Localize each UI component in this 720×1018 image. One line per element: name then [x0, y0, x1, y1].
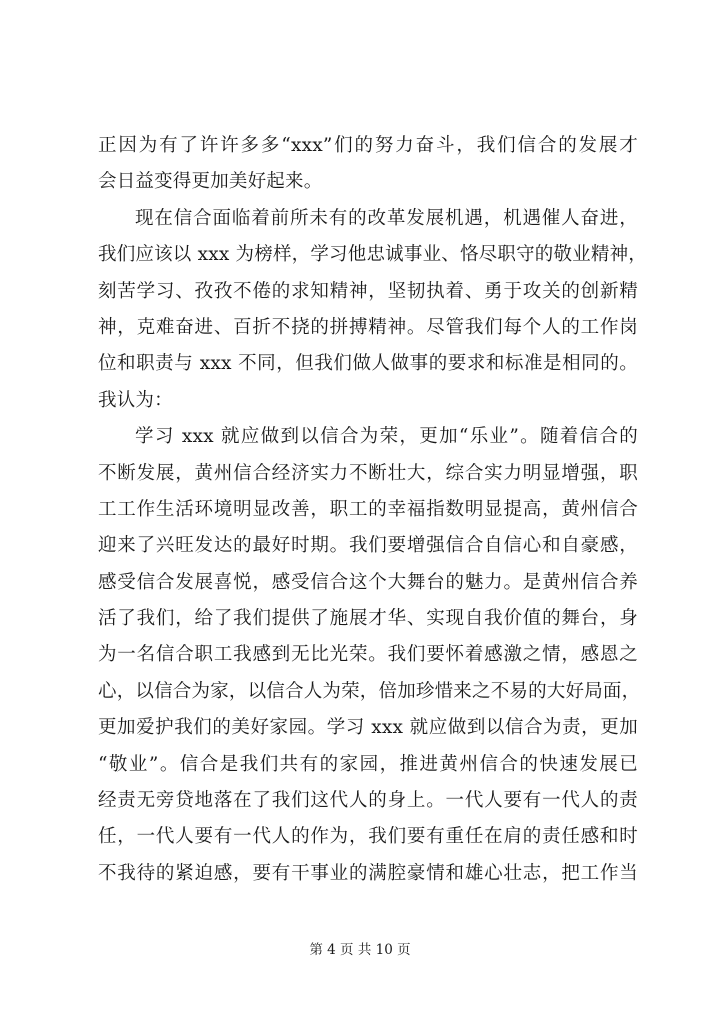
text-line: 迎来了兴旺发达的最好时期。我们要增强信合自信心和自豪感， [98, 535, 638, 557]
text-line: 刻苦学习、孜孜不倦的求知精神，坚韧执着、勇于攻关的创新精 [98, 280, 638, 302]
text-line: 心，以信合为家，以信合人为荣，倍加珍惜来之不易的大好局面， [98, 680, 641, 702]
text-line: 会日益变得更加美好起来。 [98, 171, 323, 193]
text-line: 现在信合面临着前所未有的改革发展机遇，机遇催人奋进， [135, 207, 638, 229]
text-line: 不断发展，黄州信合经济实力不断壮大，综合实力明显增强，职 [98, 462, 638, 484]
text-line: 我们应该以 xxx 为榜样，学习他忠诚事业、恪尽职守的敬业精神， [98, 244, 647, 266]
text-line: 学习 xxx 就应做到以信合为荣，更加“乐业”。随着信合的 [135, 426, 638, 448]
text-line: 更加爱护我们的美好家园。学习 xxx 就应做到以信合为责，更加 [98, 717, 638, 739]
text-line: 位和职责与 xxx 不同，但我们做人做事的要求和标准是相同的。 [98, 353, 638, 375]
text-line: 感受信合发展喜悦，感受信合这个大舞台的魅力。是黄州信合养 [98, 571, 638, 593]
text-line: 活了我们，给了我们提供了施展才华、实现自我价值的舞台，身 [98, 608, 638, 630]
page-footer: 第 4 页 共 10 页 [309, 942, 411, 958]
text-line: “敬业”。信合是我们共有的家园，推进黄州信合的快速发展已 [98, 753, 638, 775]
text-line: 神，克难奋进、百折不挠的拼搏精神。尽管我们每个人的工作岗 [98, 316, 638, 338]
text-line: 任，一代人要有一代人的作为，我们要有重任在肩的责任感和时 [98, 826, 638, 848]
text-line: 为一名信合职工我感到无比光荣。我们要怀着感激之情，感恩之 [98, 644, 638, 666]
text-line: 工工作生活环境明显改善，职工的幸福指数明显提高，黄州信合 [98, 498, 638, 520]
text-line: 正因为有了许许多多“xxx”们的努力奋斗，我们信合的发展才 [98, 135, 638, 156]
text-line: 不我待的紧迫感，要有干事业的满腔豪情和雄心壮志，把工作当 [98, 862, 638, 884]
text-line: 我认为： [98, 389, 173, 411]
body-text [98, 128, 647, 892]
text-line: 经责无旁贷地落在了我们这代人的身上。一代人要有一代人的责 [98, 790, 638, 812]
